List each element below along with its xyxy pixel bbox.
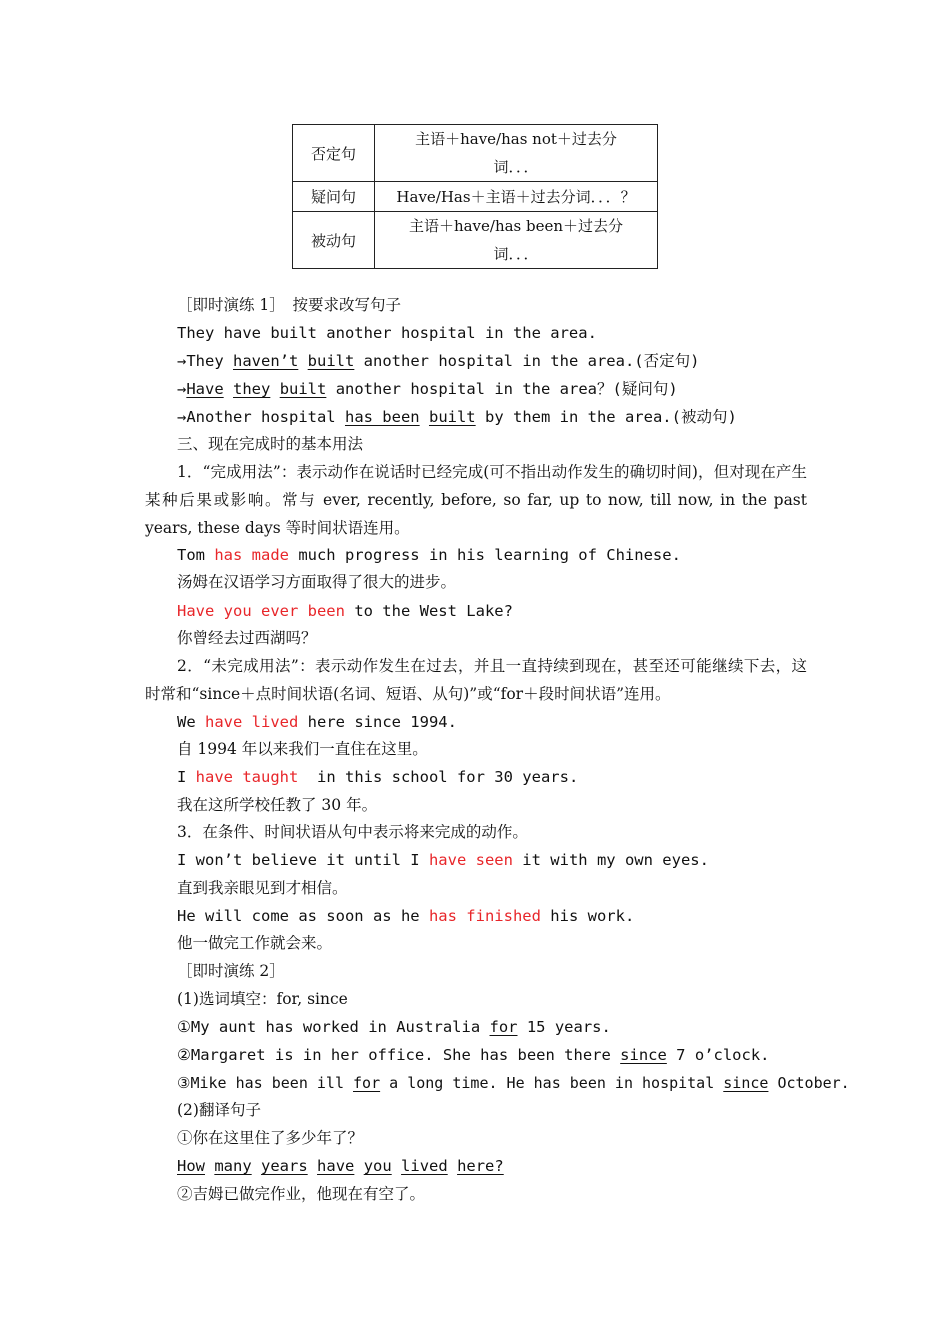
exercise2-part1: (1)选词填空：for, since bbox=[177, 990, 348, 1008]
translation-prompt: ①你在这里住了多少年了？ bbox=[177, 1129, 364, 1147]
table-row bbox=[293, 182, 658, 212]
answer-blank: built bbox=[428, 408, 476, 426]
example-translation: 我在这所学校任教了 30 年。 bbox=[177, 796, 378, 814]
answer-blank: for bbox=[353, 1074, 381, 1092]
example-sentence: We have lived here since 1994. bbox=[177, 713, 457, 731]
example-sentence: He will come as soon as he has finished his work. bbox=[177, 907, 635, 925]
answer-blank: they bbox=[233, 380, 271, 398]
answer-blank: since bbox=[723, 1074, 769, 1092]
usage-paragraph-1: 1．“完成用法”：表示动作在说话时已经完成(可不指出动作发生的确切时间)，但对现在产生某种后果或影响。常与 ever, recently, before, so far, up to now, till now, in the past years, these days 等时间状语连用。 bbox=[145, 463, 807, 537]
grammar-table bbox=[292, 124, 658, 269]
exercise1-passive: →Another hospital has been built by them in the area.(被动句) bbox=[177, 408, 737, 426]
example-translation: 直到我亲眼见到才相信。 bbox=[177, 879, 348, 897]
example-sentence: Tom has made much progress in his learning of Chinese. bbox=[177, 546, 681, 564]
translation-prompt: ②吉姆已做完作业，他现在有空了。 bbox=[177, 1185, 426, 1203]
example-translation: 他一做完工作就会来。 bbox=[177, 934, 333, 952]
translation-answer: How many years have you lived here? bbox=[177, 1157, 504, 1175]
exercise1-original: They have built another hospital in the area. bbox=[177, 324, 597, 342]
sentence-form: 主语＋have/has been＋过去分 词．．． bbox=[375, 212, 658, 269]
example-sentence: I won’t believe it until I have seen it with my own eyes. bbox=[177, 851, 709, 869]
answer-blank: since bbox=[620, 1046, 667, 1064]
exercise-item: ②Margaret is in her office. She has been there since 7 o’clock. bbox=[177, 1046, 770, 1064]
answer-blank: has been bbox=[344, 408, 420, 426]
sentence-form: Have/Has＋主语＋过去分词．．．？ bbox=[375, 182, 658, 212]
exercise-item: ①My aunt has worked in Australia for 15 years. bbox=[177, 1018, 611, 1036]
answer-blank: for bbox=[489, 1018, 518, 1036]
example-translation: 你曾经去过西湖吗？ bbox=[177, 629, 317, 647]
exercise1-negative: →They haven’t built another hospital in the area.(否定句) bbox=[177, 352, 700, 370]
table-row bbox=[293, 125, 658, 182]
sentence-type: 被动句 bbox=[293, 212, 375, 269]
answer-blank: haven’t bbox=[233, 352, 299, 370]
answer-blank: built bbox=[279, 380, 327, 398]
answer-blank: Have bbox=[186, 380, 224, 398]
example-sentence: I have taught in this school for 30 years. bbox=[177, 768, 579, 786]
usage-paragraph-2: 2．“未完成用法”：表示动作发生在过去，并且一直持续到现在，甚至还可能继续下去，这时常和“since＋点时间状语(名词、短语、从句)”或“for＋段时间状语”连用。 bbox=[145, 657, 807, 703]
exercise2-heading: ［即时演练 2］ bbox=[177, 962, 285, 980]
sentence-type: 否定句 bbox=[293, 125, 375, 182]
table-row bbox=[293, 212, 658, 269]
example-translation: 汤姆在汉语学习方面取得了很大的进步。 bbox=[177, 573, 457, 591]
exercise-item: ③Mike has been ill for a long time. He has been in hospital since October. bbox=[177, 1074, 850, 1092]
example-sentence: Have you ever been to the West Lake? bbox=[177, 602, 513, 620]
section-title: 三、现在完成时的基本用法 bbox=[177, 435, 364, 453]
exercise1-heading: ［即时演练 1］ 按要求改写句子 bbox=[177, 296, 402, 314]
example-translation: 自 1994 年以来我们一直住在这里。 bbox=[177, 740, 428, 758]
exercise1-question: →Have they built another hospital in the area？(疑问句) bbox=[177, 380, 678, 398]
usage-paragraph-3: 3．在条件、时间状语从句中表示将来完成的动作。 bbox=[177, 823, 528, 841]
answer-blank: built bbox=[307, 352, 355, 370]
sentence-form: 主语＋have/has not＋过去分 词．．． bbox=[375, 125, 658, 182]
sentence-type: 疑问句 bbox=[293, 182, 375, 212]
exercise2-part2: (2)翻译句子 bbox=[177, 1101, 261, 1119]
